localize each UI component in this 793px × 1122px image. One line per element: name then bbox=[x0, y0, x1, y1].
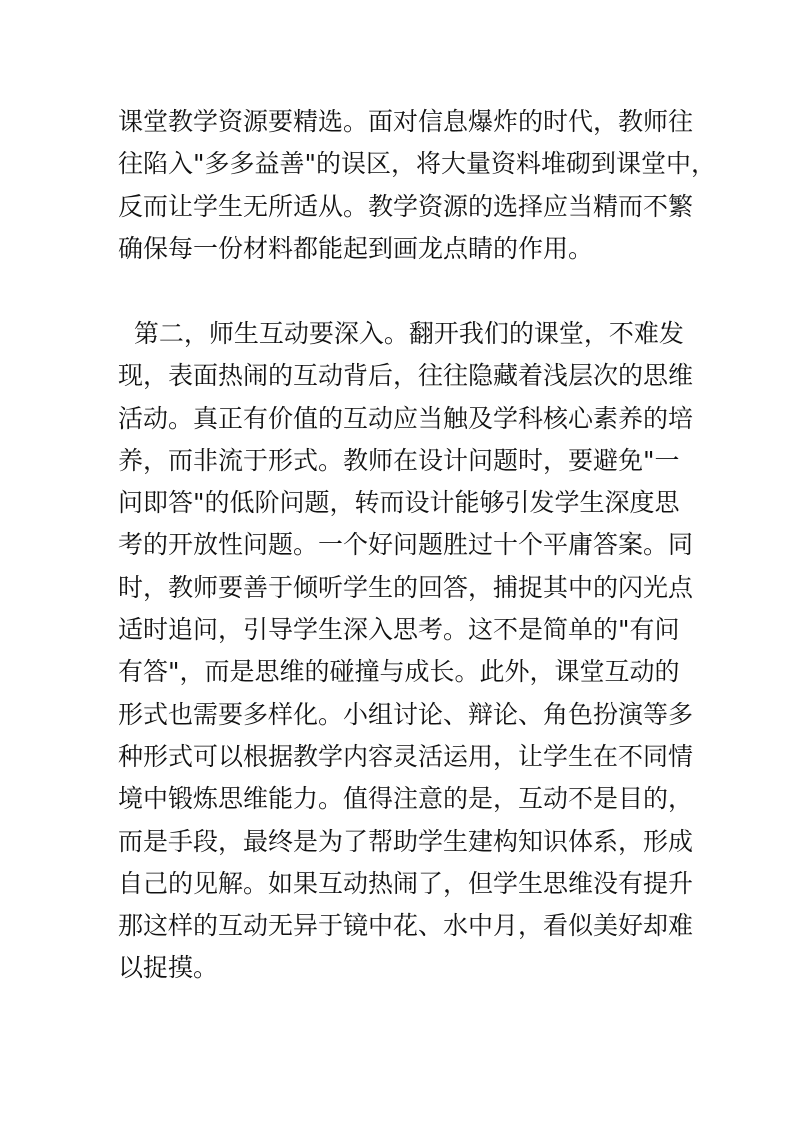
text-line: 自己的见解。如果互动热闹了，但学生思维没有提升 bbox=[118, 868, 694, 898]
text-line: 反而让学生无所适从。教学资源的选择应当精而不繁 bbox=[118, 191, 694, 221]
text-line: 考的开放性问题。一个好问题胜过十个平庸答案。同 bbox=[118, 530, 694, 560]
text-line: 时，教师要善于倾听学生的回答，捕捉其中的闪光点 bbox=[118, 572, 694, 602]
paragraph-resources bbox=[118, 101, 717, 270]
text-line: 确保每一份材料都能起到画龙点睛的作用。 bbox=[118, 233, 594, 263]
text-line: 有答"，而是思维的碰撞与成长。此外，课堂互动的 bbox=[118, 657, 680, 687]
text-line: 现，表面热闹的互动背后，往往隐藏着浅层次的思维 bbox=[118, 361, 694, 391]
text-line: 境中锻炼思维能力。值得注意的是，互动不是目的， bbox=[118, 784, 694, 814]
text-line: 适时追问，引导学生深入思考。这不是简单的"有问 bbox=[118, 615, 680, 645]
text-line: 而是手段，最终是为了帮助学生建构知识体系，形成 bbox=[118, 826, 694, 856]
text-line: 以捉摸。 bbox=[118, 953, 219, 983]
text-line: 那这样的互动无异于镜中花、水中月，看似美好却难 bbox=[118, 911, 694, 941]
text-line: 形式也需要多样化。小组讨论、辩论、角色扮演等多 bbox=[118, 699, 694, 729]
text-line: 种形式可以根据教学内容灵活运用，让学生在不同情 bbox=[118, 741, 694, 771]
text-line: 养，而非流于形式。教师在设计问题时，要避免"一 bbox=[118, 445, 680, 475]
text-line: 问即答"的低阶问题，转而设计能够引发学生深度思 bbox=[118, 488, 680, 518]
text-line: 活动。真正有价值的互动应当触及学科核心素养的培 bbox=[118, 403, 694, 433]
text-line: 第二，师生互动要深入。翻开我们的课堂，不难发 bbox=[118, 319, 684, 348]
text-line: 课堂教学资源要精选。面对信息爆炸的时代，教师往 bbox=[118, 107, 694, 136]
text-line: 往陷入"多多益善"的误区，将大量资料堆砌到课堂中， bbox=[118, 149, 717, 179]
paragraph-interaction bbox=[118, 313, 694, 990]
